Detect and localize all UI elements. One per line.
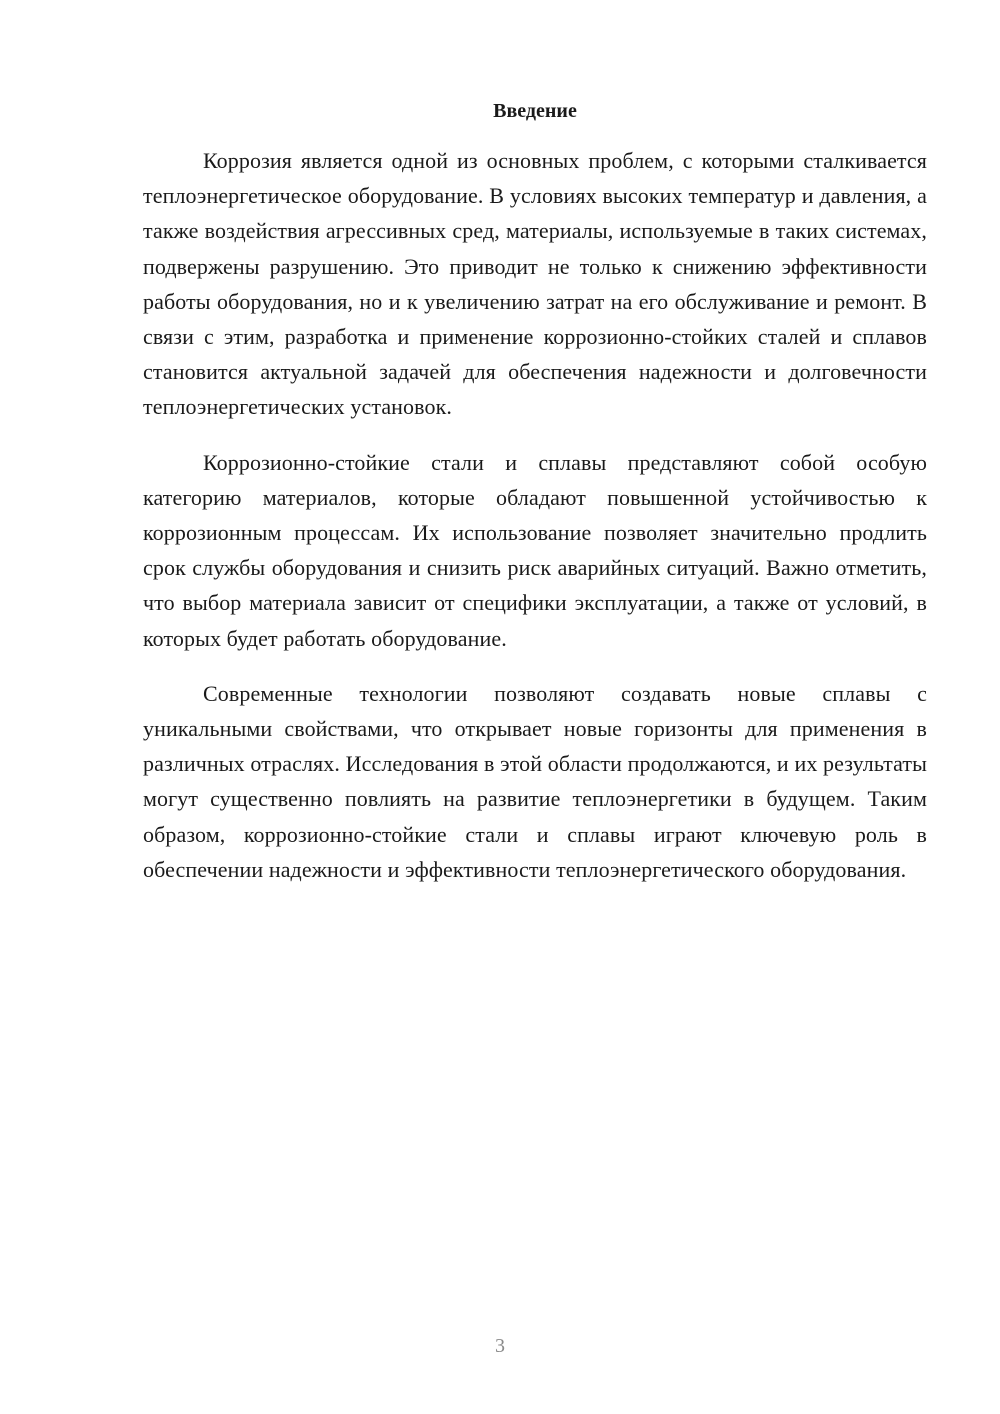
page-number: 3 [495, 1335, 505, 1357]
paragraph: Коррозионно-стойкие стали и сплавы представляют собой особую категорию материалов, которые обладают повышенной устойчивостью к коррозионным процессам. Их использование позволяет значительно продлить срок службы оборудования и снизить риск аварийных ситуаций. Важно отметить, что выбор материала зависит от специфики эксплуатации, а также от условий, в которых будет работать оборудование. [143, 449, 927, 651]
paragraph: Современные технологии позволяют создавать новые сплавы с уникальными свойствами, что открывает новые горизонты для применения в различных отраслях. Исследования в этой области продолжаются, и их результаты могут существенно повлиять на развитие теплоэнергетики в будущем. Таким образом, коррозионно-стойкие стали и сплавы играют ключевую роль в обеспечении надежности и эффективности теплоэнергетического оборудования. [143, 680, 927, 882]
page-title: Введение [493, 100, 577, 122]
paragraph: Коррозия является одной из основных проблем, с которыми сталкивается теплоэнергетическое оборудование. В условиях высоких температур и давления, а также воздействия агрессивных сред, материалы, используемые в таких системах, подвержены разрушению. Это приводит не только к снижению эффективности работы оборудования, но и к увеличению затрат на его обслуживание и ремонт. В связи с этим, разработка и применение коррозионно-стойких сталей и сплавов становится актуальной задачей для обеспечения надежности и долговечности теплоэнергетических установок. [143, 148, 927, 420]
body-text [143, 143, 927, 907]
